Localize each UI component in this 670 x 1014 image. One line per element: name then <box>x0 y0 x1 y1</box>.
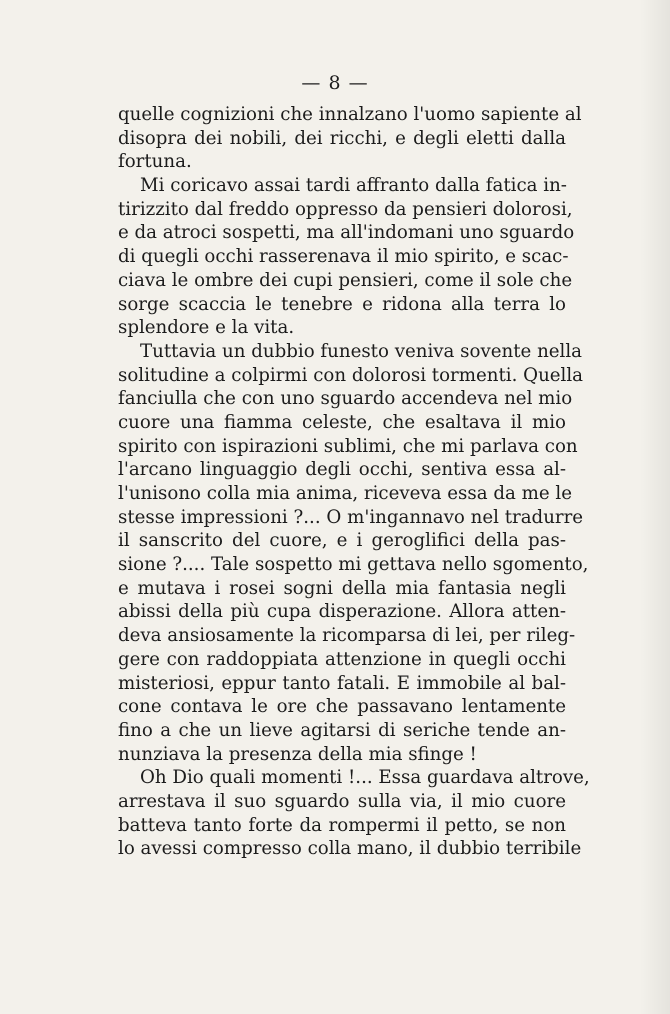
text-line: fanciulla che con uno sguardo accendeva nel mio <box>118 388 573 410</box>
text-line: Oh Dio quali momenti !... Essa guardava altrove, <box>140 767 590 789</box>
text-line: tirizzito dal freddo oppresso da pensieri dolorosi, <box>118 198 573 220</box>
text-line: disopra dei nobili, dei ricchi, e degli eletti dalla <box>118 127 566 149</box>
text-line: abissi della più cupa disperazione. Allora atten- <box>118 601 566 623</box>
text-line: cuore una fiamma celeste, che esaltava il mio <box>118 411 566 433</box>
text-line: stesse impressioni ?... O m'ingannavo nel tradurre <box>118 506 584 528</box>
text-line: batteva tanto forte da rompermi il petto, se non <box>118 814 566 836</box>
text-line: l'arcano linguaggio degli occhi, sentiva essa al- <box>118 459 566 481</box>
text-line: sorge scaccia le tenebre e ridona alla terra lo <box>118 293 566 315</box>
text-line: gere con raddoppiata attenzione in quegli occhi <box>118 648 566 670</box>
text-line: deva ansiosamente la ricomparsa di lei, per rileg- <box>118 625 576 647</box>
text-line: solitudine a colpirmi con dolorosi tormenti. Quella <box>118 364 584 386</box>
text-line: Tuttavia un dubbio funesto veniva sovente nella <box>140 340 583 362</box>
page-number: — 8 — <box>301 72 369 94</box>
text-line: nunziava la presenza della mia sfinge ! <box>118 743 477 765</box>
text-line: lo avessi compresso colla mano, il dubbio terribile <box>118 838 582 860</box>
text-line: il sanscrito del cuore, e i geroglifici della pas- <box>118 530 566 552</box>
text-line: spirito con ispirazioni sublimi, che mi parlava con <box>118 435 578 457</box>
text-line: e mutava i rosei sogni della mia fantasia negli <box>118 577 566 599</box>
text-line: quelle cognizioni che innalzano l'uomo sapiente al <box>118 104 582 125</box>
text-line: sione ?.... Tale sospetto mi gettava nello sgomento, <box>118 554 589 576</box>
text-line: e da atroci sospetti, ma all'indomani uno sguardo <box>118 222 575 244</box>
text-line: misteriosi, eppur tanto fatali. E immobile al bal- <box>118 672 566 694</box>
text-line: fortuna. <box>118 151 192 173</box>
text-line: splendore e la vita. <box>118 317 295 339</box>
text-line: fino a che un lieve agitarsi di seriche tende an- <box>118 719 566 741</box>
text-line: di quegli occhi rasserenava il mio spirito, e scac- <box>118 246 569 268</box>
text-line: l'unisono colla mia anima, riceveva essa da me le <box>118 483 572 504</box>
text-line: arrestava il suo sguardo sulla via, il mio cuore <box>118 790 566 812</box>
text-line: ciava le ombre dei cupi pensieri, come il sole che <box>118 269 573 291</box>
text-line: cone contava le ore che passavano lentamente <box>118 696 566 718</box>
text-line: Mi coricavo assai tardi affranto dalla fatica in- <box>140 175 567 197</box>
body-text <box>118 103 590 861</box>
